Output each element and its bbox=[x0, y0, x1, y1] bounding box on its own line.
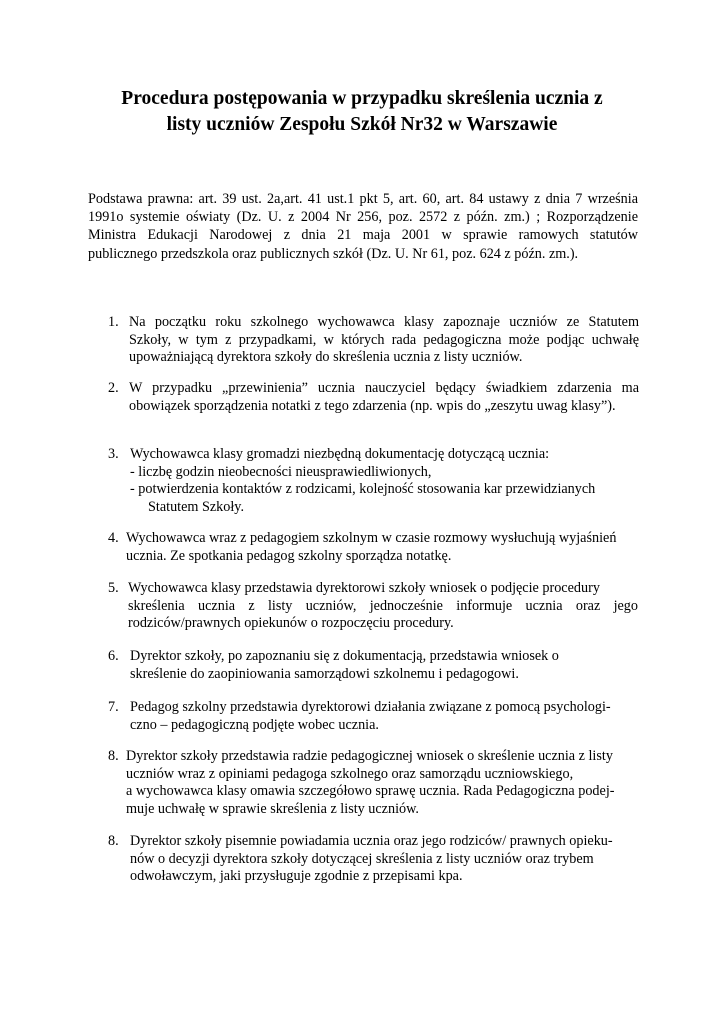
step-line: Dyrektor szkoły pisemnie powiadamia ucznia oraz jego rodziców/ prawnych opieku- bbox=[130, 833, 613, 849]
step-number: 3. bbox=[108, 446, 119, 462]
step-line: W przypadku „przewinienia” ucznia nauczyciel będący świadkiem zdarzenia ma bbox=[129, 380, 639, 396]
step-number: 1. bbox=[108, 314, 119, 330]
legal-basis-line: 1991o systemie oświaty (Dz. U. z 2004 Nr 256, poz. 2572 z późn. zm.) ; Rozporządzenie bbox=[88, 209, 638, 226]
step-item bbox=[129, 380, 639, 415]
step-item bbox=[128, 580, 638, 633]
step-number: 7. bbox=[108, 699, 119, 715]
step-line: Pedagog szkolny przedstawia dyrektorowi działania związane z pomocą psychologi- bbox=[130, 699, 611, 715]
step-line: Na początku roku szkolnego wychowawca klasy zapoznaje uczniów ze Statutem bbox=[129, 314, 639, 330]
step-line: Wychowawca klasy przedstawia dyrektorowi szkoły wniosek o podjęcie procedury bbox=[128, 580, 600, 596]
step-item bbox=[126, 530, 638, 565]
step-line: upoważniającą dyrektora szkoły do skreślenia ucznia z listy uczniów. bbox=[129, 349, 523, 366]
step-line: - liczbę godzin nieobecności nieusprawiedliwionych, bbox=[130, 463, 432, 480]
step-line: obowiązek sporządzenia notatki z tego zdarzenia (np. wpis do „zeszytu uwag klasy”). bbox=[129, 397, 616, 414]
legal-basis-line: Podstawa prawna: art. 39 ust. 2a,art. 41 ust.1 pkt 5, art. 60, art. 84 ustawy z dnia 7 września bbox=[88, 191, 638, 207]
step-line: Wychowawca wraz z pedagogiem szkolnym w czasie rozmowy wysłuchują wyjaśnień bbox=[126, 530, 617, 546]
step-item bbox=[129, 314, 639, 367]
step-line: odwoławczym, jaki przysługuje zgodnie z przepisami kpa. bbox=[130, 868, 463, 885]
step-line: ucznia. Ze spotkania pedagog szkolny sporządza notatkę. bbox=[126, 547, 452, 564]
step-number: 2. bbox=[108, 380, 119, 396]
step-line: czno – pedagogiczną podjęte wobec ucznia. bbox=[130, 716, 379, 733]
step-line: nów o decyzji dyrektora szkoły dotyczącej skreślenia z listy uczniów oraz trybem bbox=[130, 850, 594, 867]
step-line: - potwierdzenia kontaktów z rodzicami, kolejność stosowania kar przewidzianych bbox=[130, 481, 596, 498]
step-item bbox=[130, 446, 640, 516]
step-item bbox=[130, 648, 640, 683]
step-line: Szkoły, w tym z przypadkami, w których rada pedagogiczna może podjąc uchwałę bbox=[129, 331, 639, 348]
step-item bbox=[130, 699, 640, 734]
step-item bbox=[126, 748, 638, 818]
step-line: Wychowawca klasy gromadzi niezbędną dokumentację dotyczącą ucznia: bbox=[130, 446, 550, 462]
step-line: Dyrektor szkoły, po zapoznaniu się z dokumentacją, przedstawia wniosek o bbox=[130, 648, 559, 664]
step-line: a wychowawca klasy omawia szczegółowo sprawę ucznia. Rada Pedagogiczna podej- bbox=[126, 783, 615, 800]
document-title bbox=[80, 86, 644, 138]
step-number: 8. bbox=[108, 748, 119, 764]
step-item bbox=[130, 833, 640, 886]
step-number: 8. bbox=[108, 833, 119, 849]
legal-basis-line: Ministra Edukacji Narodowej z dnia 21 maja 2001 w sprawie ramowych statutów bbox=[88, 227, 638, 244]
step-line: muje uchwałę w sprawie skreślenia z listy uczniów. bbox=[126, 800, 419, 817]
legal-basis-line: publicznego przedszkola oraz publicznych szkół (Dz. U. Nr 61, poz. 624 z późn. zm.). bbox=[88, 245, 579, 262]
title-line: listy uczniów Zespołu Szkół Nr32 w Warszawie bbox=[166, 114, 558, 135]
step-line: uczniów wraz z opiniami pedagoga szkolnego oraz samorządu uczniowskiego, bbox=[126, 765, 574, 782]
title-line: Procedura postępowania w przypadku skreślenia ucznia z bbox=[121, 88, 603, 109]
step-line: skreślenie do zaopiniowania samorządowi szkolnemu i pedagogowi. bbox=[130, 665, 519, 682]
step-number: 4. bbox=[108, 530, 119, 546]
step-line: rodziców/prawnych opiekunów o rozpoczęciu procedury. bbox=[128, 615, 454, 632]
legal-basis-paragraph bbox=[88, 190, 638, 263]
step-number: 6. bbox=[108, 648, 119, 664]
step-number: 5. bbox=[108, 580, 119, 596]
step-line: Dyrektor szkoły przedstawia radzie pedagogicznej wniosek o skreślenie ucznia z listy bbox=[126, 748, 613, 764]
step-line: Statutem Szkoły. bbox=[148, 498, 245, 515]
step-line: skreślenia ucznia z listy uczniów, jednocześnie informuje ucznia oraz jego bbox=[128, 597, 638, 614]
